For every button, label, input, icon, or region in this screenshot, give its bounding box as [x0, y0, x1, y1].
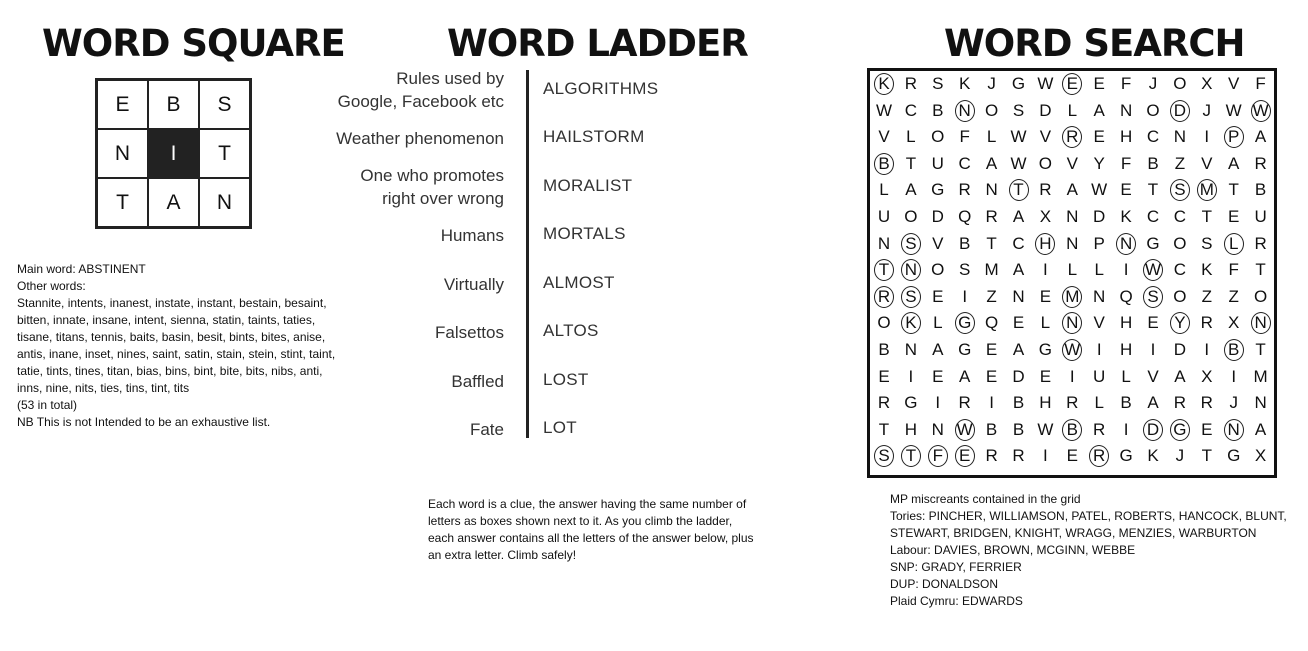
grid-letter[interactable]: U [931, 153, 944, 173]
word-square-cell: T [97, 178, 148, 227]
grid-letter[interactable]: E [985, 366, 998, 386]
grid-letter[interactable]: E [878, 366, 890, 386]
word-square-grid [95, 78, 252, 229]
ladder-clue [338, 67, 504, 113]
grid-letter[interactable]: G [1038, 340, 1052, 359]
grid-letter[interactable]: L [1067, 100, 1078, 120]
mp-plaid: Plaid Cymru: EDWARDS [890, 594, 1023, 608]
grid-letter[interactable]: E [1228, 207, 1240, 226]
grid-letter[interactable]: A [1012, 207, 1025, 226]
grid-letter[interactable]: G [1119, 446, 1133, 466]
grid-letter[interactable]: D [1173, 340, 1187, 359]
grid-letter[interactable]: V [1066, 153, 1078, 173]
grid-letter[interactable]: D [1039, 100, 1052, 120]
grid-letter[interactable]: A [932, 340, 944, 359]
grid-letter[interactable]: N [877, 233, 891, 253]
ladder-answer: ALMOST [543, 273, 615, 292]
grid-letter[interactable]: I [1096, 340, 1102, 359]
grid-letter[interactable]: V [1147, 366, 1159, 386]
ladder-clue-line: One who promotes [360, 166, 504, 185]
grid-letter[interactable]: D [931, 207, 944, 226]
mp-heading: MP miscreants contained in the grid [890, 492, 1081, 506]
grid-letter[interactable]: P [1228, 127, 1240, 147]
grid-letter[interactable]: O [877, 313, 891, 333]
grid-letter[interactable]: N [931, 419, 944, 439]
grid-letter[interactable]: Z [1228, 286, 1239, 306]
grid-letter[interactable]: L [879, 180, 889, 200]
grid-letter[interactable]: I [935, 393, 941, 413]
grid-letter[interactable]: D [1173, 100, 1187, 120]
total-count: (53 in total) [17, 398, 78, 412]
grid-letter[interactable]: E [932, 286, 944, 306]
ladder-answer: ALGORITHMS [543, 79, 659, 98]
other-words-list: Stannite, intents, inanest, instate, instant, bestain, besaint, bitten, innate, insane, intent, sienna, statin, taints, taties, tisane, titans, tennis, baits, basin, besit, bints, bites, anise, antis, inane, inset, nines, saint, satin, stain, stein, stint, taint, tatie, tints, tines, titan, bias, bins, bint, bite, bits, nibs, anti, inns, nine, nits, ties, tins, tint, tits [17, 296, 336, 395]
grid-letter[interactable]: I [908, 366, 914, 386]
grid-letter[interactable]: N [985, 180, 998, 200]
grid-letter[interactable]: O [1173, 233, 1187, 253]
grid-letter[interactable]: W [1037, 74, 1054, 93]
grid-letter[interactable]: W [1225, 100, 1242, 120]
grid-letter[interactable]: J [1202, 100, 1212, 120]
grid-letter[interactable]: Q [984, 313, 999, 333]
word-ladder-title: WORD LADDER [447, 22, 748, 65]
grid-letter[interactable]: L [1094, 393, 1104, 413]
grid-letter[interactable]: O [931, 127, 945, 147]
grid-letter[interactable]: L [1094, 260, 1104, 280]
grid-letter[interactable]: M [1253, 366, 1268, 386]
grid-letter[interactable]: A [1254, 419, 1267, 439]
grid-letter[interactable]: B [959, 233, 971, 253]
grid-letter[interactable]: E [1120, 180, 1132, 200]
grid-letter[interactable]: S [1174, 180, 1186, 200]
grid-letter[interactable]: K [878, 74, 890, 93]
grid-letter[interactable]: A [959, 366, 971, 386]
grid-letter[interactable]: W [1144, 260, 1162, 280]
grid-letter[interactable]: R [958, 180, 971, 200]
grid-letter[interactable]: L [906, 127, 916, 147]
grid-letter[interactable]: B [1012, 419, 1025, 439]
grid-letter[interactable]: W [1064, 340, 1081, 359]
grid-letter[interactable]: O [984, 100, 999, 120]
grid-letter[interactable]: N [1093, 286, 1106, 306]
grid-letter[interactable]: M [1199, 180, 1214, 200]
grid-letter[interactable]: W [1252, 100, 1269, 120]
grid-letter[interactable]: C [1173, 207, 1187, 226]
grid-letter[interactable]: O [1146, 100, 1160, 120]
grid-letter[interactable]: V [932, 233, 944, 253]
ladder-clue-line: Humans [440, 225, 504, 245]
grid-letter[interactable]: R [877, 286, 891, 306]
grid-letter[interactable]: N [1066, 233, 1079, 253]
ladder-clue [435, 321, 504, 344]
grid-letter[interactable]: R [1173, 393, 1187, 413]
grid-letter[interactable]: R [985, 207, 998, 226]
grid-letter[interactable]: M [1065, 286, 1080, 306]
grid-letter[interactable]: R [1254, 153, 1267, 173]
grid-letter[interactable]: E [1039, 366, 1052, 386]
grid-letter[interactable]: I [1204, 340, 1210, 359]
word-square-notes [17, 261, 337, 431]
grid-letter[interactable]: R [1066, 127, 1079, 147]
grid-letter[interactable]: O [1038, 153, 1052, 173]
grid-letter[interactable]: O [904, 207, 918, 226]
grid-letter[interactable]: C [904, 100, 918, 120]
grid-letter[interactable]: I [989, 393, 994, 413]
grid-letter[interactable]: L [1067, 260, 1078, 280]
word-search-grid [867, 68, 1277, 478]
ladder-clue-line: Virtually [443, 274, 504, 294]
word-square-cell: N [199, 178, 250, 227]
grid-letter[interactable]: I [1043, 446, 1048, 466]
grid-letter[interactable]: N [1227, 419, 1240, 439]
grid-letter[interactable]: B [1147, 153, 1159, 173]
grid-letter[interactable]: G [1173, 419, 1187, 439]
ladder-clue-line: Google, Facebook etc [337, 92, 504, 111]
grid-letter[interactable]: L [986, 127, 997, 147]
grid-letter[interactable]: E [1066, 74, 1078, 93]
ladder-answer: LOST [543, 370, 589, 389]
ladder-clue [451, 370, 504, 393]
word-square-center-cell: I [148, 129, 199, 178]
grid-letter[interactable]: V [1093, 313, 1105, 333]
grid-letter[interactable]: O [1253, 286, 1268, 306]
ladder-clue-line: Fate [469, 419, 504, 439]
mp-list [890, 491, 1300, 610]
grid-letter[interactable]: E [1012, 313, 1025, 333]
grid-letter[interactable]: U [877, 207, 891, 226]
grid-letter[interactable]: T [905, 153, 917, 173]
grid-letter[interactable]: S [1201, 233, 1213, 253]
ladder-answer: HAILSTORM [543, 127, 645, 146]
ladder-clue [441, 224, 504, 247]
grid-letter[interactable]: Q [958, 207, 972, 226]
grid-letter[interactable]: R [958, 393, 971, 413]
grid-letter[interactable]: C [1146, 127, 1160, 147]
grid-letter[interactable]: D [1146, 419, 1160, 439]
ladder-clue [470, 418, 504, 441]
grid-letter[interactable]: A [1012, 260, 1025, 280]
grid-letter[interactable]: X [1201, 366, 1213, 386]
grid-letter[interactable]: X [1228, 313, 1240, 333]
word-square-cell: E [97, 80, 148, 129]
main-word: Main word: ABSTINENT [17, 262, 146, 276]
grid-letter[interactable]: F [1120, 153, 1132, 173]
grid-letter[interactable]: F [1120, 74, 1132, 93]
grid-letter[interactable]: T [1255, 340, 1266, 359]
word-square-cell: A [148, 178, 199, 227]
grid-letter[interactable]: X [1254, 446, 1267, 466]
grid-letter[interactable]: T [905, 446, 917, 466]
grid-letter[interactable]: Q [1119, 286, 1133, 306]
ladder-answer: LOT [543, 418, 577, 437]
ladder-answer: MORALIST [543, 176, 633, 195]
grid-letter[interactable]: R [1012, 446, 1025, 466]
grid-letter[interactable]: D [1093, 207, 1106, 226]
grid-letter[interactable]: G [931, 180, 945, 200]
grid-letter[interactable]: L [1121, 366, 1131, 386]
grid-letter[interactable]: T [1147, 180, 1159, 200]
grid-letter[interactable]: C [958, 153, 971, 173]
grid-letter[interactable]: U [1254, 207, 1267, 226]
grid-letter[interactable]: G [1146, 233, 1160, 253]
ladder-clue-line: Falsettos [435, 322, 504, 342]
grid-letter[interactable]: N [904, 260, 918, 280]
grid-letter[interactable]: E [1093, 127, 1105, 147]
grid-letter[interactable]: T [1201, 207, 1212, 226]
grid-letter[interactable]: H [1119, 340, 1133, 359]
grid-letter[interactable]: T [1255, 260, 1266, 280]
grid-letter[interactable]: O [1173, 286, 1187, 306]
grid-letter[interactable]: V [1228, 74, 1240, 93]
grid-letter[interactable]: R [1200, 313, 1213, 333]
grid-letter[interactable]: N [1254, 393, 1267, 413]
grid-letter[interactable]: E [1201, 419, 1213, 439]
grid-letter[interactable]: H [1119, 127, 1133, 147]
grid-letter[interactable]: C [1146, 207, 1160, 226]
grid-letter[interactable]: I [1150, 340, 1156, 359]
grid-letter[interactable]: S [932, 74, 944, 93]
grid-letter[interactable]: A [985, 153, 998, 173]
word-square-cell: B [148, 80, 199, 129]
word-search-title: WORD SEARCH [944, 22, 1245, 65]
ladder-answer: MORTALS [543, 224, 626, 243]
grid-letter[interactable]: B [1254, 180, 1267, 200]
grid-letter[interactable]: K [959, 74, 971, 93]
grid-letter[interactable]: X [1201, 74, 1213, 93]
grid-letter[interactable]: R [985, 446, 998, 466]
grid-letter[interactable]: N [958, 100, 971, 120]
mp-tories: Tories: PINCHER, WILLIAMSON, PATEL, ROBERTS, HANCOCK, BLUNT, STEWART, BRIDGEN, KNIGHT, WRAGG, MENZIES, WARBURTON [890, 509, 1287, 540]
ladder-description: Each word is a clue, the answer having the same number of letters as boxes shown next to it. As you climb the ladder, each answer contains all the letters of the answer below, plus an extra letter. Climb safely! [428, 497, 754, 562]
grid-letter[interactable]: S [905, 233, 917, 253]
grid-letter[interactable]: K [905, 313, 917, 333]
grid-letter[interactable]: K [1120, 207, 1132, 226]
grid-letter[interactable]: A [1228, 153, 1240, 173]
grid-letter[interactable]: H [1119, 313, 1133, 333]
mp-labour: Labour: DAVIES, BROWN, MCGINN, WEBBE [890, 543, 1136, 557]
grid-letter[interactable]: D [1012, 366, 1025, 386]
grid-letter[interactable]: O [1173, 74, 1187, 93]
grid-letter[interactable]: F [932, 446, 943, 466]
grid-letter[interactable]: B [878, 340, 890, 359]
grid-letter[interactable]: W [956, 419, 973, 439]
grid-letter[interactable]: F [1255, 74, 1266, 93]
grid-letter[interactable]: K [1147, 446, 1159, 466]
grid-letter[interactable]: H [904, 419, 918, 439]
grid-letter[interactable]: L [1228, 233, 1239, 253]
grid-letter[interactable]: N [1066, 313, 1079, 333]
grid-letter[interactable]: O [931, 260, 945, 280]
grid-letter[interactable]: T [878, 419, 890, 439]
grid-letter[interactable]: T [1013, 180, 1024, 200]
grid-letter[interactable]: B [1012, 393, 1025, 413]
grid-letter[interactable]: R [1200, 393, 1213, 413]
grid-letter[interactable]: I [1043, 260, 1048, 280]
grid-letter[interactable]: Z [1174, 153, 1186, 173]
grid-letter[interactable]: E [1039, 286, 1052, 306]
grid-letter[interactable]: I [1231, 366, 1237, 386]
grid-letter[interactable]: B [932, 100, 944, 120]
grid-letter[interactable]: G [904, 393, 918, 413]
grid-letter[interactable]: B [1120, 393, 1132, 413]
grid-letter[interactable]: T [878, 260, 890, 280]
grid-letter[interactable]: A [905, 180, 917, 200]
grid-letter[interactable]: S [905, 286, 917, 306]
word-square-title: WORD SQUARE [42, 22, 345, 65]
grid-letter[interactable]: N [1119, 233, 1133, 253]
grid-letter[interactable]: F [959, 127, 970, 147]
grid-letter[interactable]: V [1201, 153, 1213, 173]
ladder-divider [526, 70, 529, 438]
grid-letter[interactable]: G [1227, 446, 1241, 466]
grid-letter[interactable]: G [958, 340, 972, 359]
grid-letter[interactable]: A [1012, 340, 1025, 359]
grid-letter[interactable]: N [904, 340, 918, 359]
grid-letter[interactable]: N [1066, 207, 1079, 226]
grid-letter[interactable]: K [1201, 260, 1213, 280]
grid-letter[interactable]: G [1011, 74, 1026, 93]
grid-letter[interactable]: A [1093, 100, 1105, 120]
grid-letter[interactable]: T [986, 233, 997, 253]
grid-letter[interactable]: R [1093, 446, 1106, 466]
nb-note: NB This is not Intended to be an exhaustive list. [17, 415, 271, 429]
grid-letter[interactable]: R [1093, 419, 1106, 439]
grid-letter[interactable]: A [1174, 366, 1186, 386]
grid-letter[interactable]: R [1039, 180, 1052, 200]
grid-letter[interactable]: N [1254, 313, 1267, 333]
grid-letter[interactable]: U [1093, 366, 1106, 386]
word-square-cell: T [199, 129, 250, 178]
grid-letter[interactable]: Z [1201, 286, 1212, 306]
grid-letter[interactable]: N [1012, 286, 1025, 306]
grid-letter[interactable]: B [878, 153, 890, 173]
grid-letter[interactable]: I [1069, 366, 1075, 386]
grid-letter[interactable]: N [1119, 100, 1133, 120]
grid-letter[interactable]: Z [986, 286, 997, 306]
ladder-clue [444, 273, 504, 296]
grid-letter[interactable]: S [1147, 286, 1159, 306]
grid-letter[interactable]: R [1254, 233, 1267, 253]
other-words-label: Other words: [17, 279, 86, 293]
grid-letter[interactable]: C [1173, 260, 1187, 280]
grid-letter[interactable]: B [985, 419, 998, 439]
grid-letter[interactable]: W [1010, 153, 1027, 173]
ladder-clue-line: Baffled [451, 371, 504, 391]
word-square-cell: S [199, 80, 250, 129]
grid-letter[interactable]: L [1040, 313, 1051, 333]
grid-letter[interactable]: G [958, 313, 972, 333]
ladder-clue [336, 127, 504, 150]
grid-letter[interactable]: I [1123, 260, 1129, 280]
grid-letter[interactable]: A [1066, 180, 1078, 200]
grid-letter[interactable]: E [959, 446, 971, 466]
grid-letter[interactable]: I [1204, 127, 1210, 147]
grid-letter[interactable]: W [1091, 180, 1108, 200]
grid-letter[interactable]: S [1012, 100, 1025, 120]
grid-letter[interactable]: Y [1093, 153, 1105, 173]
grid-letter[interactable]: S [878, 446, 890, 466]
grid-letter[interactable]: R [904, 74, 918, 93]
grid-letter[interactable]: S [959, 260, 971, 280]
grid-letter[interactable]: I [1123, 419, 1129, 439]
ladder-clue [360, 164, 504, 210]
grid-letter[interactable]: J [1148, 74, 1158, 93]
grid-letter[interactable]: X [1039, 207, 1052, 226]
grid-letter[interactable]: W [1010, 127, 1027, 147]
grid-letter[interactable]: P [1093, 233, 1105, 253]
grid-letter[interactable]: E [985, 340, 998, 359]
ladder-answer: ALTOS [543, 321, 599, 340]
grid-letter[interactable]: E [1066, 446, 1078, 466]
grid-letter[interactable]: R [877, 393, 891, 413]
ladder-clue-line: Rules used by [396, 69, 504, 88]
grid-letter[interactable]: J [987, 74, 996, 93]
grid-letter[interactable]: J [1229, 393, 1238, 413]
mp-snp: SNP: GRADY, FERRIER [890, 560, 1022, 574]
grid-letter[interactable]: E [1147, 313, 1159, 333]
grid-letter[interactable]: L [933, 313, 943, 333]
grid-letter[interactable]: Y [1174, 313, 1186, 333]
grid-letter[interactable]: E [1093, 74, 1105, 93]
grid-letter[interactable]: T [1201, 446, 1212, 466]
grid-letter[interactable]: H [1039, 233, 1052, 253]
grid-letter[interactable]: I [962, 286, 968, 306]
grid-letter[interactable]: C [1012, 233, 1025, 253]
ladder-clue-line: Weather phenomenon [336, 128, 504, 148]
grid-letter[interactable]: W [1037, 419, 1054, 439]
grid-letter[interactable]: B [1066, 419, 1078, 439]
grid-letter[interactable]: B [1228, 340, 1240, 359]
grid-letter[interactable]: V [878, 127, 890, 147]
grid-letter[interactable]: E [932, 366, 944, 386]
grid-letter[interactable]: T [1228, 180, 1239, 200]
grid-letter[interactable]: H [1039, 393, 1052, 413]
grid-letter[interactable]: N [1173, 127, 1187, 147]
grid-letter[interactable]: W [875, 100, 893, 120]
mp-dup: DUP: DONALDSON [890, 577, 999, 591]
grid-letter[interactable]: F [1228, 260, 1239, 280]
grid-letter[interactable]: J [1175, 446, 1185, 466]
grid-letter[interactable]: V [1039, 127, 1052, 147]
grid-letter[interactable]: A [1147, 393, 1159, 413]
ladder-clue-line: right over wrong [382, 189, 504, 208]
grid-letter[interactable]: M [984, 260, 999, 280]
grid-letter[interactable]: A [1254, 127, 1267, 147]
word-square-cell: N [97, 129, 148, 178]
grid-letter[interactable]: R [1066, 393, 1079, 413]
